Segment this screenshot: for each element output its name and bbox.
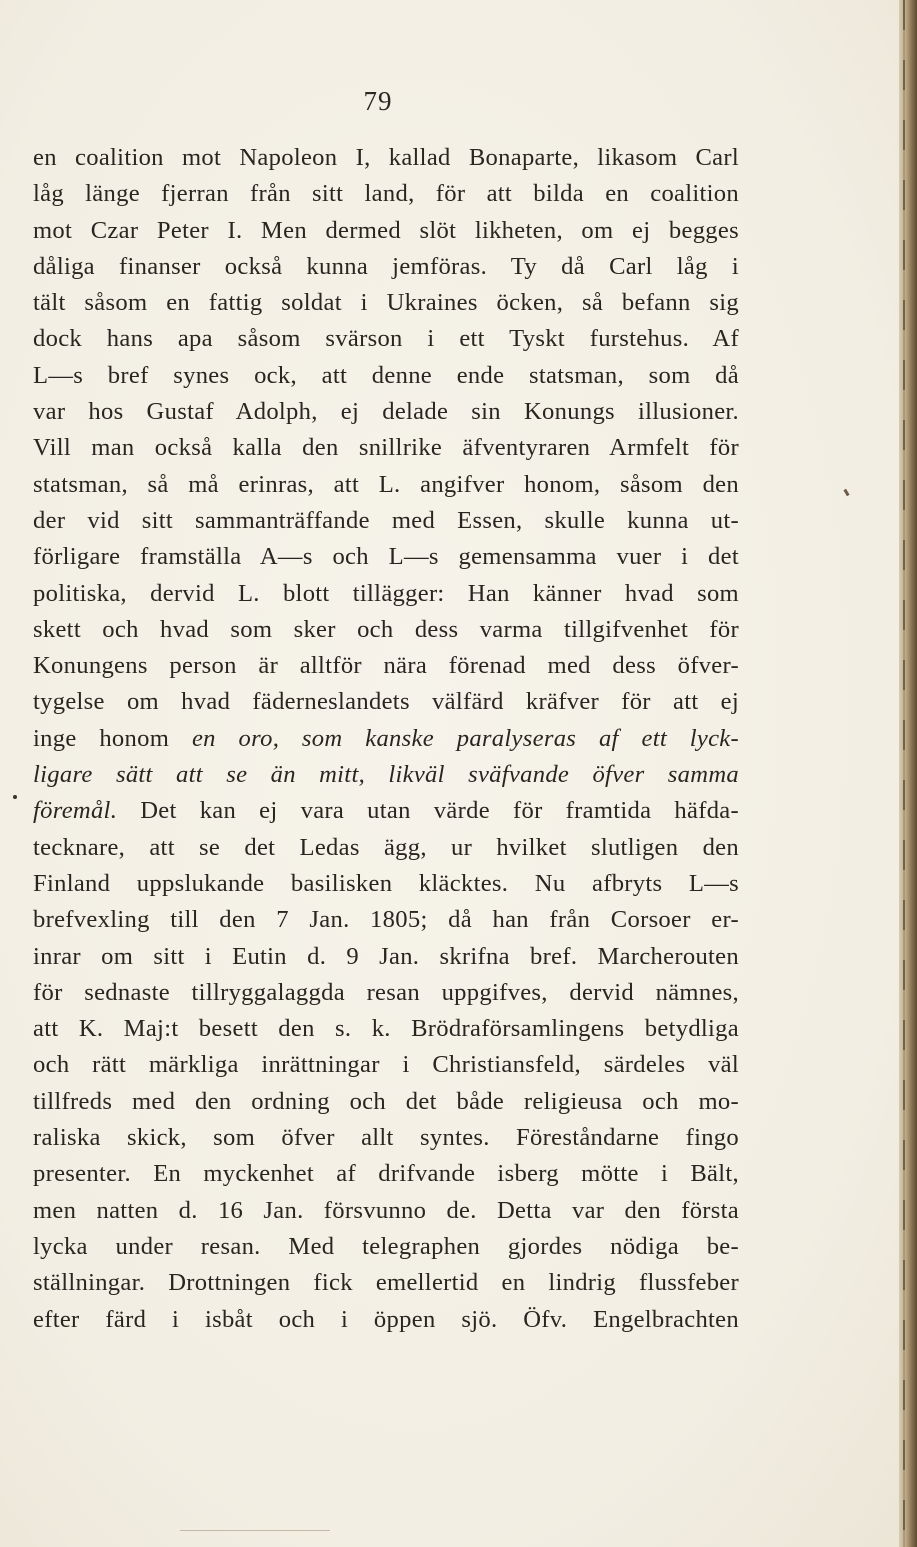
text-line [33,830,739,866]
text-line-main: dåliga finanser också kunna jemföras. Ty då Carl låg i [33,252,739,280]
text-line [33,285,739,321]
text-line [33,866,739,902]
text-line [33,612,739,648]
text-line-main: låg länge fjerran från sitt land, för att bilda en coalition [33,180,739,208]
text-line [33,1265,739,1301]
text-line [33,140,739,176]
text-line-main: lycka under resan. Med telegraphen gjordes nödiga be- [33,1232,739,1260]
text-line [33,1193,739,1229]
text-line-main: Konungens person är alltför nära förenad med dess öfver- [33,652,739,680]
text-line [33,684,739,720]
text-line [33,249,739,285]
text-line-plain: Det kan ej vara utan värde för framtida häfda- [140,797,739,825]
text-line [33,467,739,503]
text-line [33,576,739,612]
text-line [33,1047,739,1083]
text-line-main: inrar om sitt i Eutin d. 9 Jan. skrifna bref. Marcherouten [33,942,739,970]
text-line [33,1229,739,1265]
margin-dot [13,795,17,799]
text-line [33,1084,739,1120]
text-line-italic: en oro, som kanske paralyseras af ett lyck- [191,724,740,752]
text-line-main: men natten d. 16 Jan. försvunno de. Detta var den första [33,1196,739,1224]
body-text [33,140,739,1338]
text-line [33,1011,739,1047]
text-line-main: Finland uppslukande basilisken kläcktes. Nu afbryts L—s [33,869,739,897]
text-line-main: ligare sätt att se än mitt, likväl sväfvande öfver samma [33,761,739,789]
text-line-main: presenter. En myckenhet af drifvande isberg mötte i Bält, [33,1160,739,1188]
text-line [33,358,739,394]
text-line [33,975,739,1011]
text-line-main: efter färd i isbåt och i öppen sjö. Öfv. Engelbrachten [33,1305,739,1333]
margin-mark [843,489,849,497]
text-line-main: tecknare, att se det Ledas ägg, ur hvilket slutligen den [33,833,739,861]
text-line-main: tillfreds med den ordning och det både religieusa och mo- [33,1087,739,1115]
text-line-main: ställningar. Drottningen fick emellertid en lindrig flussfeber [33,1269,739,1297]
text-line [33,394,739,430]
text-line-main: der vid sitt sammanträffande med Essen, skulle kunna ut- [33,506,739,534]
text-line-main: tygelse om hvad fäderneslandets välfärd kräfver för att ej [33,688,739,716]
text-line-main: mot Czar Peter I. Men dermed slöt likheten, om ej begges [33,216,739,244]
text-line-main: att K. Maj:t besett den s. k. Brödraförsamlingens betydliga [33,1015,739,1043]
text-line-main: statsman, så må erinras, att L. angifver honom, såsom den [33,470,739,498]
text-line-main: förligare framställa A—s och L—s gemensamma vuer i det [33,543,739,571]
text-line [33,503,739,539]
text-line-main: L—s bref synes ock, att denne ende statsman, som då [33,361,739,389]
page-number: 79 [363,86,393,116]
text-line [33,1156,739,1192]
text-line-main: dock hans apa såsom svärson i ett Tyskt furstehus. Af [33,325,739,353]
text-line [33,213,739,249]
text-line-main: var hos Gustaf Adolph, ej delade sin Konungs illusioner. [33,398,739,426]
text-line-main: inge honom [33,724,170,752]
text-line-main: Vill man också kalla den snillrike äfventyraren Armfelt för [33,434,739,462]
text-line [33,321,739,357]
text-line-main: en coalition mot Napoleon I, kallad Bonaparte, likasom Carl [33,144,739,171]
text-line [33,939,739,975]
text-line [33,1302,739,1338]
text-line [33,793,739,829]
text-line [33,757,739,793]
text-line-main: brefvexling till den 7 Jan. 1805; då han från Corsoer er- [33,906,739,934]
text-line-main: för sednaste tillryggalaggda resan uppgifves, dervid nämnes, [33,978,739,1006]
text-line-main: politiska, dervid L. blott tillägger: Han känner hvad som [33,579,739,607]
text-line-main: och rätt märkliga inrättningar i Christiansfeld, särdeles väl [33,1051,739,1079]
text-line [33,902,739,938]
text-line [33,648,739,684]
foot-rule [180,1530,330,1531]
book-edge [899,0,917,1547]
text-line [33,1120,739,1156]
text-line-main: raliska skick, som öfver allt syntes. Föreståndarne fingo [33,1124,739,1152]
text-line [33,430,739,466]
text-line [33,539,739,575]
text-line [33,176,739,212]
text-line-main: tält såsom en fattig soldat i Ukraines öcken, så befann sig [33,289,739,317]
text-line-main: föremål. [33,797,118,825]
text-line-main: skett och hvad som sker och dess varma tillgifvenhet för [33,615,739,643]
text-line [33,721,739,757]
